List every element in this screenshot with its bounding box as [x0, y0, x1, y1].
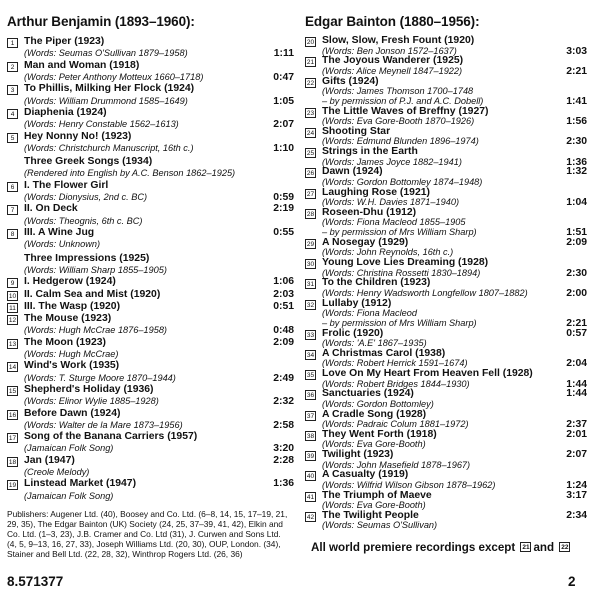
track-item: [305, 470, 587, 490]
words-text: (Words: Peter Anthony Motteux 1660–1718): [24, 71, 204, 82]
words-text: (Words: 'A.E' 1867–1935): [322, 338, 427, 348]
track-item: [7, 478, 294, 502]
track-title: Dawn (1924): [322, 166, 383, 178]
track-item: [7, 313, 294, 337]
track-row: [7, 154, 294, 168]
track-row: [7, 203, 294, 215]
track-number-badge: 42: [306, 513, 315, 521]
words-text: (Words: T. Sturge Moore 1870–1944): [24, 372, 176, 383]
track-item: [305, 36, 587, 56]
track-row: [7, 313, 294, 325]
track-duration: 1:10: [273, 142, 294, 154]
track-item: [7, 289, 294, 301]
track-title: Song of the Banana Carriers (1957): [24, 431, 198, 443]
track-duration: 2:07: [566, 449, 587, 460]
track-words: [305, 521, 587, 531]
track-item: [305, 410, 587, 430]
track-number-badge: 19: [8, 482, 17, 490]
premiere-note: [311, 541, 572, 554]
track-item: [7, 251, 294, 277]
track-duration: 2:58: [273, 419, 294, 431]
words-text: (Words: Henry Constable 1562–1613): [24, 119, 179, 130]
track-title: Love On My Heart From Heaven Fell (1928): [322, 368, 533, 379]
words-text: (Words: Elinor Wylie 1885–1928): [24, 396, 159, 407]
words-text: – by permission of Mrs William Sharp): [322, 227, 477, 237]
track-title: Lullaby (1912): [322, 297, 392, 309]
words-text: – by permission of P.J. and A.C. Dobell): [322, 95, 484, 106]
track-title: The Moon (1923): [24, 336, 106, 348]
words-text: (Words: James Thomson 1700–1748: [322, 86, 474, 96]
words-text: (Words: Walter de la Mare 1873–1956): [24, 419, 183, 430]
track-duration: 1:51: [566, 227, 587, 238]
track-number-badge: 21: [522, 543, 530, 551]
track-title: They Went Forth (1918): [322, 428, 437, 440]
track-title: A Casualty (1919): [322, 469, 409, 481]
track-duration: 2:00: [566, 287, 587, 299]
track-item: [305, 238, 587, 258]
track-duration: 2:07: [273, 119, 294, 131]
track-number-badge: 14: [8, 364, 17, 372]
words-text: (Words: Fiona Macleod: [322, 308, 417, 318]
track-number-badge: 13: [8, 340, 17, 348]
words-text: (Words: Robert Herrick 1591–1674): [322, 358, 468, 369]
track-title: III. The Wasp (1920): [24, 300, 121, 312]
track-title: Roseen-Dhu (1912): [322, 206, 417, 218]
track-number-badge: 32: [306, 301, 315, 309]
track-duration: 1:36: [566, 156, 587, 168]
track-item: [305, 349, 587, 369]
words-text: (Words: Christchurch Manuscript, 16th c.): [24, 142, 194, 153]
track-duration: 2:21: [566, 65, 587, 77]
track-words: [7, 491, 294, 502]
track-item: [305, 188, 587, 208]
track-item: [7, 131, 294, 155]
words-text: (Words: Fiona Macleod 1855–1905: [322, 217, 466, 228]
track-item: [305, 258, 587, 278]
track-item: [7, 107, 294, 131]
track-title: The Mouse (1923): [24, 313, 112, 324]
track-duration: 2:03: [273, 288, 294, 300]
track-title: II. On Deck: [24, 203, 78, 215]
track-row: [305, 147, 587, 158]
track-item: [7, 227, 294, 251]
track-number-badge: 37: [306, 412, 315, 420]
track-title: I. The Flower Girl: [24, 179, 109, 191]
track-number-badge: 36: [306, 392, 315, 400]
track-title: Twilight (1923): [322, 449, 394, 460]
track-title: The Piper (1923): [24, 36, 105, 47]
track-number-badge: 17: [8, 435, 17, 443]
track-duration: 1:04: [566, 197, 587, 208]
track-duration: 0:47: [273, 71, 294, 83]
track-duration: 1:11: [273, 48, 294, 60]
track-title: The Little Waves of Breffny (1927): [322, 105, 489, 117]
words-text: (Jamaican Folk Song): [24, 490, 114, 501]
track-number-badge: 30: [306, 261, 315, 268]
track-words: [7, 373, 294, 384]
track-title: Sanctuaries (1924): [322, 388, 414, 400]
track-title: Shooting Star: [322, 125, 391, 137]
words-text: (Words: Eva Gore-Booth): [322, 500, 426, 510]
track-words: [7, 168, 294, 179]
track-duration: 3:20: [273, 443, 294, 455]
track-words: [7, 192, 294, 203]
track-row: [7, 251, 294, 265]
track-item: [7, 276, 294, 288]
track-item: [7, 36, 294, 60]
track-duration: 1:44: [566, 388, 587, 400]
words-text: (Words: Seumas O'Sullivan): [322, 520, 438, 531]
words-text: (Words: Alice Meynell 1847–1922): [322, 65, 463, 76]
track-item: [7, 384, 294, 408]
track-title: To Phillis, Milking Her Flock (1924): [24, 83, 195, 95]
words-text: (Words: Unknown): [24, 239, 101, 250]
composer-heading: Edgar Bainton (1880–1956):: [305, 14, 480, 29]
track-number-badge: 9: [7, 278, 18, 288]
track-title: Jan (1947): [24, 454, 75, 466]
track-duration: 1:32: [566, 166, 587, 178]
track-title: Strings in the Earth: [322, 146, 418, 157]
words-text: (Words: Theognis, 6th c. BC): [24, 215, 143, 226]
words-text: (Rendered into English by A.C. Benson 1862–1925): [24, 168, 236, 179]
words-text: (Words: Robert Bridges 1844–1930): [322, 378, 470, 389]
words-text: (Words: Christina Rossetti 1830–1894): [322, 267, 481, 278]
track-title: A Christmas Carol (1938): [322, 347, 446, 359]
track-item: [305, 167, 587, 187]
track-number-badge: 39: [306, 453, 315, 460]
track-item: [305, 369, 587, 389]
words-text: (Words: W.H. Davies 1871–1940): [322, 197, 460, 207]
words-text: (Words: Seumas O'Sullivan 1879–1958): [24, 48, 188, 59]
track-number-badge: 25: [306, 150, 315, 157]
track-title: Diaphenia (1924): [24, 106, 107, 118]
track-row: [7, 276, 294, 288]
track-item: [305, 278, 587, 298]
track-item: [305, 299, 587, 329]
words-text: (Words: Eva Gore-Booth 1870–1926): [322, 116, 475, 126]
track-duration: 2:30: [566, 136, 587, 148]
track-number-badge: 27: [306, 190, 315, 198]
track-number-badge: 23: [306, 109, 315, 117]
track-number-badge: 28: [306, 210, 315, 218]
words-text: (Words: John Reynolds, 16th c.): [322, 247, 454, 258]
track-row: [7, 227, 294, 239]
track-duration: 1:06: [273, 276, 294, 288]
track-row: [305, 450, 587, 461]
track-duration: 0:48: [273, 325, 294, 337]
track-duration: 0:57: [566, 327, 587, 339]
track-number-badge: 34: [306, 351, 315, 359]
track-words: [7, 349, 294, 360]
track-words: [7, 48, 294, 59]
track-number-badge: 18: [8, 458, 17, 466]
track-row: [7, 36, 294, 48]
track-number-badge: 8: [7, 229, 18, 239]
track-title: The Joyous Wanderer (1925): [322, 55, 464, 67]
words-text: – by permission of Mrs William Sharp): [322, 317, 477, 328]
track-item: [7, 337, 294, 361]
track-title: To the Children (1923): [322, 277, 431, 289]
track-number-badge: 24: [306, 129, 315, 137]
track-number-badge: 21: [306, 59, 315, 67]
track-duration: 1:41: [566, 95, 587, 107]
track-item: [305, 491, 587, 511]
track-row: [7, 301, 294, 313]
track-duration: 2:37: [566, 419, 587, 430]
track-item: [305, 450, 587, 470]
track-title: Before Dawn (1924): [24, 407, 121, 419]
track-number-badge: 6: [7, 182, 18, 192]
track-row: [305, 258, 587, 269]
track-title: III. A Wine Jug: [24, 227, 95, 238]
track-words: [7, 72, 294, 83]
track-duration: 0:59: [273, 192, 294, 203]
track-number-badge: 3: [7, 85, 18, 95]
track-duration: 0:51: [273, 300, 294, 312]
words-text: (Creole Melody): [24, 467, 90, 477]
bainton-column: [305, 14, 587, 531]
premiere-and: and: [533, 541, 555, 554]
track-number-badge: 38: [306, 432, 315, 440]
track-title: Three Impressions (1925): [24, 252, 150, 264]
words-text: (Words: Henry Wadsworth Longfellow 1807–1882): [322, 287, 528, 298]
track-title: Young Love Lies Dreaming (1928): [322, 257, 489, 268]
track-number-badge: 16: [8, 411, 17, 419]
words-text: (Words: Hugh McCrae): [24, 348, 119, 359]
track-row: [7, 384, 294, 396]
track-title: Three Greek Songs (1934): [24, 156, 153, 168]
track-item: [305, 208, 587, 238]
track-item: [7, 60, 294, 84]
track-row: [7, 289, 294, 301]
track-title: Linstead Market (1947): [24, 478, 137, 490]
track-words: [7, 420, 294, 431]
publishers-note: Publishers: Augener Ltd. (40), Boosey and Co. Ltd. (6–8, 14, 15, 17–19, 21, 29, 35), The Edgar Bainton (UK) Society (24, 25, 37–39, 41, 42), Elkin and Co. Ltd. (1–3, 23), J.B. Cramer and Co. Ltd (31), J. Curwen and Sons Ltd. (4, 5, 9–13, 16, 27, 33), Joseph Williams Ltd. (20, 30), OUP, London. (34), Stainer and Bell Ltd. (22, 28, 32), Winthrop Rogers Ltd. (26, 36): [7, 509, 288, 559]
track-duration: 2:28: [273, 454, 294, 466]
track-number-badge: 2: [7, 62, 18, 72]
track-row: [7, 107, 294, 119]
benjamin-column: [7, 14, 294, 502]
track-duration: 2:09: [566, 236, 587, 248]
track-title: Frolic (1920): [322, 327, 384, 339]
track-words: [7, 467, 294, 478]
track-duration: 1:24: [566, 479, 587, 491]
track-duration: 2:32: [273, 396, 294, 408]
track-number-badge: 4: [7, 109, 18, 119]
words-text: (Words: Hugh McCrae 1876–1958): [24, 325, 167, 336]
track-words: [7, 396, 294, 407]
words-text: (Words: Padraic Colum 1881–1972): [322, 419, 469, 429]
track-number-badge: 33: [306, 331, 315, 339]
track-words: [7, 96, 294, 107]
track-row: [7, 478, 294, 490]
track-number-badge: 11: [7, 303, 18, 313]
track-title: A Nosegay (1929): [322, 236, 409, 248]
track-duration: 3:17: [566, 489, 587, 501]
track-words: [7, 119, 294, 130]
track-title: I. Hedgerow (1924): [24, 276, 116, 288]
track-number-badge: 26: [306, 170, 315, 178]
track-item: [305, 147, 587, 167]
track-row: [7, 431, 294, 443]
words-text: (Words: William Sharp 1855–1905): [24, 264, 167, 275]
track-item: [305, 430, 587, 450]
words-text: (Words: Gordon Bottomley 1874–1948): [322, 176, 483, 187]
track-item: [7, 431, 294, 455]
track-title: Slow, Slow, Fresh Fount (1920): [322, 35, 475, 46]
track-duration: 2:04: [566, 358, 587, 370]
track-title: Hey Nonny No! (1923): [24, 130, 132, 142]
track-duration: 0:55: [273, 227, 294, 238]
track-number-badge: [7, 155, 18, 165]
track-item: [305, 127, 587, 147]
track-number-badge: 7: [7, 205, 18, 215]
track-row: [7, 180, 294, 192]
track-number-badge: 35: [306, 372, 315, 379]
track-item: [305, 56, 587, 76]
track-number-badge: 15: [8, 387, 17, 395]
track-duration: 1:05: [273, 95, 294, 107]
track-row: [7, 360, 294, 372]
track-number-badge: 20: [306, 39, 315, 46]
track-duration: 1:36: [273, 478, 294, 490]
track-item: [7, 455, 294, 479]
track-duration: 1:56: [566, 116, 587, 127]
page-number: 2: [568, 574, 576, 589]
track-item: [7, 154, 294, 180]
track-title: Wind's Work (1935): [24, 360, 120, 372]
track-item: [7, 360, 294, 384]
track-row: [7, 60, 294, 72]
track-number-badge: 29: [306, 240, 315, 248]
track-item: [305, 107, 587, 127]
track-item: [7, 408, 294, 432]
track-row: [7, 83, 294, 95]
track-duration: 2:34: [566, 509, 587, 521]
track-title: II. Calm Sea and Mist (1920): [24, 288, 161, 300]
words-text: (Jamaican Folk Song): [24, 443, 114, 454]
track-list: [305, 36, 587, 531]
track-row: [305, 36, 587, 47]
words-text: (Words: Gordon Bottomley): [322, 398, 434, 409]
words-text: (Words: Wilfrid Wilson Gibson 1878–1962): [322, 479, 496, 490]
track-number-badge: 22: [306, 79, 315, 87]
track-words: [7, 325, 294, 336]
track-item: [7, 301, 294, 313]
track-item: [305, 329, 587, 349]
track-duration: 3:03: [566, 45, 587, 57]
words-text: (Words: Ben Jonson 1572–1637): [322, 45, 457, 56]
track-list: [7, 36, 294, 502]
track-title: Laughing Rose (1921): [322, 186, 430, 198]
track-number-badge: 5: [7, 133, 18, 143]
track-row: [7, 408, 294, 420]
track-number-badge: 10: [8, 292, 17, 300]
premiere-text: All world premiere recordings except: [311, 541, 516, 554]
track-words: [7, 265, 294, 276]
track-number-badge: 41: [306, 493, 315, 501]
track-row: [7, 455, 294, 467]
words-text: (Words: John Masefield 1878–1967): [322, 459, 471, 470]
track-title: The Triumph of Maeve: [322, 489, 432, 501]
track-title: A Cradle Song (1928): [322, 408, 427, 420]
track-words: [7, 143, 294, 154]
track-item: [7, 203, 294, 227]
track-number-badge: [7, 252, 18, 262]
track-title: Man and Woman (1918): [24, 59, 140, 71]
track-number-badge: 12: [8, 317, 17, 324]
track-words: [7, 239, 294, 250]
track-item: [305, 511, 587, 531]
track-item: [305, 389, 587, 409]
track-row: [305, 369, 587, 380]
track-title: Shepherd's Holiday (1936): [24, 383, 154, 395]
words-text: (Words: Eva Gore-Booth): [322, 439, 426, 450]
track-duration: 2:21: [566, 317, 587, 329]
track-item: [7, 180, 294, 204]
track-duration: 1:44: [566, 378, 587, 390]
track-number-badge: 22: [561, 543, 569, 551]
track-duration: 2:01: [566, 428, 587, 440]
track-title: Gifts (1924): [322, 75, 379, 87]
track-row: [7, 337, 294, 349]
track-words: [7, 443, 294, 454]
track-row: [7, 131, 294, 143]
track-duration: 2:30: [566, 267, 587, 279]
track-number-badge: 31: [306, 281, 315, 289]
composer-heading: Arthur Benjamin (1893–1960):: [7, 14, 195, 29]
track-duration: 2:49: [273, 372, 294, 384]
track-item: [7, 83, 294, 107]
catalog-number: 8.571377: [7, 574, 64, 589]
track-duration: 2:19: [273, 203, 294, 215]
words-text: (Words: James Joyce 1882–1941): [322, 156, 462, 167]
track-duration: 2:09: [273, 336, 294, 348]
track-number-badge: 1: [7, 38, 18, 48]
track-words: [7, 216, 294, 227]
track-title: The Twilight People: [322, 509, 419, 521]
words-text: (Words: Edmund Blunden 1896–1974): [322, 136, 479, 147]
track-number-badge: 40: [306, 473, 315, 481]
words-text: (Words: William Drummond 1585–1649): [24, 95, 188, 106]
track-item: [305, 77, 587, 107]
words-text: (Words: Dionysius, 2nd c. BC): [24, 192, 148, 202]
